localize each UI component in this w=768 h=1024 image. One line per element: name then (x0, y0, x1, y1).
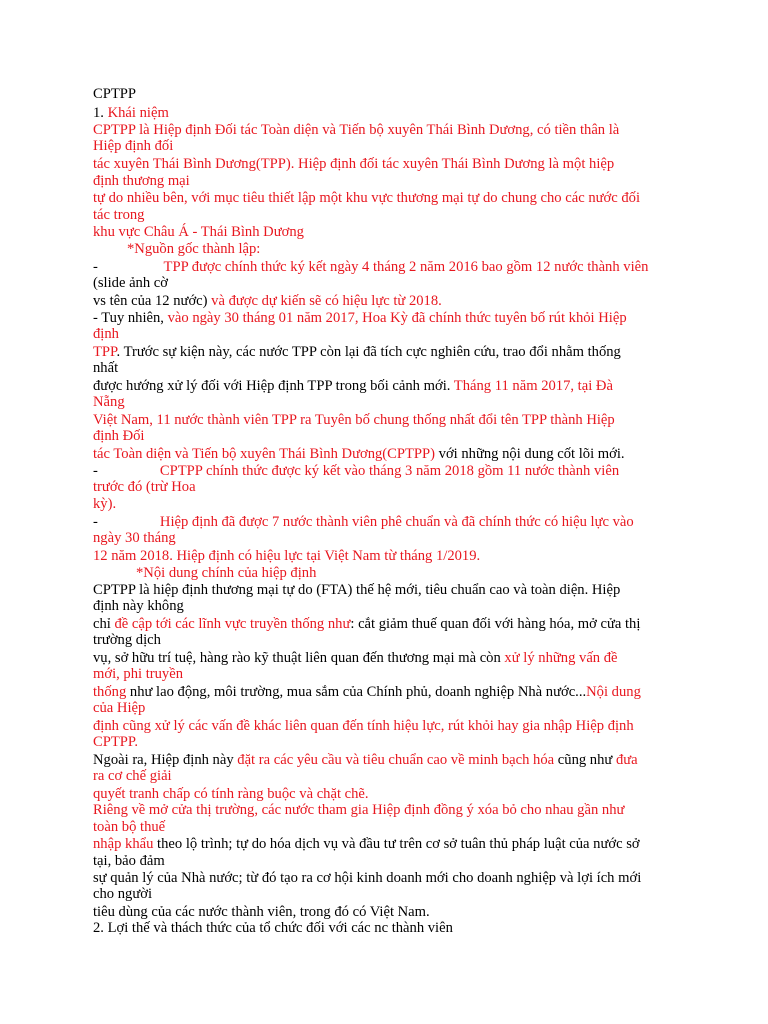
text-line (93, 582, 620, 599)
text-line (93, 86, 136, 103)
highlighted-text: CPTPP chính thức được ký kết vào tháng 3 năm 2018 gồm 11 nước thành viên (97, 463, 620, 479)
highlighted-text: ngày 30 tháng (93, 530, 176, 546)
body-text: được hướng xử lý đối với Hiệp định TPP trong bối cảnh mới. (93, 378, 454, 394)
text-line (93, 920, 453, 937)
text-line (93, 598, 184, 615)
text-line (93, 310, 627, 327)
text-line (93, 428, 144, 445)
body-text: vụ, sở hữu trí tuệ, hàng rào kỹ thuật liên quan đến thương mại mà còn (93, 650, 505, 666)
text-line (127, 241, 260, 258)
highlighted-text: định cũng xử lý các vấn đề khác liên quan đến tính hiệu lực, rút khỏi hay gia nhập Hiệp định (93, 718, 634, 734)
text-line (93, 752, 638, 769)
text-line (93, 190, 640, 207)
highlighted-text: TPP được chính thức ký kết ngày 4 tháng 2 năm 2016 bao gồm 12 nước thành viên (97, 259, 649, 275)
body-text: tại, bảo đảm (93, 853, 165, 869)
highlighted-text: Nội dung (586, 684, 641, 700)
text-line (93, 105, 169, 122)
highlighted-text: Hiệp định đối (93, 138, 174, 154)
body-text: . Trước sự kiện này, các nước TPP còn lại đã tích cực nghiên cứu, trao đổi nhằm thống (116, 344, 621, 360)
body-text: Ngoài ra, Hiệp định này (93, 752, 238, 768)
body-text: - (93, 514, 98, 530)
text-line (93, 548, 480, 565)
body-text: nhất (93, 360, 119, 376)
text-line (93, 684, 641, 701)
text-line (93, 700, 145, 717)
body-text: cho người (93, 886, 152, 902)
body-text: trường dịch (93, 632, 161, 648)
text-line (93, 632, 161, 649)
body-text: - (93, 259, 98, 275)
highlighted-text: Nẵng (93, 394, 125, 410)
highlighted-text: 12 năm 2018. Hiệp định có hiệu lực tại Việt Nam từ tháng 1/2019. (93, 548, 481, 564)
text-line (93, 853, 165, 870)
text-line (93, 122, 619, 139)
highlighted-text: kỳ). (93, 496, 117, 512)
text-line (93, 496, 116, 513)
highlighted-text: tác xuyên Thái Bình Dương(TPP). Hiệp định đối tác xuyên Thái Bình Dương là một hiệp (93, 156, 615, 172)
highlighted-text: CPTPP. (93, 734, 139, 750)
text-line (93, 904, 430, 921)
text-line (93, 344, 621, 361)
body-text: theo lộ trình; tự do hóa dịch vụ và đầu tư trên cơ sở tuân thủ pháp luật của nước sở (153, 836, 640, 852)
text-line (93, 734, 138, 751)
body-text: sự quản lý của Nhà nước; từ đó tạo ra cơ hội kinh doanh mới cho doanh nghiệp và lợi ích mới (93, 870, 642, 886)
text-line (93, 616, 640, 633)
text-line (93, 173, 190, 190)
text-line (93, 293, 442, 310)
highlighted-text: đặt ra các yêu cầu và tiêu chuẩn cao về minh bạch hóa (237, 752, 555, 768)
body-text: cũng như (554, 752, 616, 768)
text-line (93, 650, 618, 667)
highlighted-text: Khái niệm (107, 105, 169, 121)
body-text: (slide ảnh cờ (93, 275, 168, 291)
highlighted-text: đề cập tới các lĩnh vực truyền thống như (114, 616, 351, 632)
text-line (93, 207, 144, 224)
body-text: tiêu dùng của các nước thành viên, trong đó có Việt Nam. (93, 904, 430, 920)
highlighted-text: mới, phi truyền (93, 666, 183, 682)
text-line (93, 886, 152, 903)
text-line (93, 259, 648, 276)
highlighted-text: trước đó (trừ Hoa (93, 479, 196, 495)
highlighted-text: nhập khẩu (93, 836, 154, 852)
highlighted-text: ra cơ chế giải (93, 768, 172, 784)
text-line (93, 412, 615, 429)
text-line (93, 138, 173, 155)
highlighted-text: vào ngày 30 tháng 01 năm 2017, Hoa Kỳ đã chính thức tuyên bố rút khỏi Hiệp (167, 310, 627, 326)
body-text: 2. Lợi thế và thách thức của tổ chức đối với các nc thành viên (93, 920, 453, 936)
text-line (136, 565, 316, 582)
highlighted-text: Tháng 11 năm 2017, tại Đà (453, 378, 613, 394)
body-text: như lao động, môi trường, mua sắm của Chính phủ, doanh nghiệp Nhà nước... (126, 684, 587, 700)
highlighted-text: Việt Nam, 11 nước thành viên TPP ra Tuyên bố chung thống nhất đổi tên TPP thành Hiệp (93, 412, 615, 428)
body-text: với những nội dung cốt lõi mới. (435, 446, 625, 462)
highlighted-text: *Nguồn gốc thành lập: (127, 241, 261, 257)
text-line (93, 666, 183, 683)
highlighted-text: Hiệp định đã được 7 nước thành viên phê chuẩn và đã chính thức có hiệu lực vào (97, 514, 634, 530)
highlighted-text: định Đối (93, 428, 145, 444)
highlighted-text: tự do nhiều bên, với mục tiêu thiết lập một khu vực thương mại tự do chung cho các nước đối (93, 190, 641, 206)
text-line (93, 360, 118, 377)
highlighted-text: và được dự kiến sẽ có hiệu lực từ 2018. (211, 293, 442, 309)
highlighted-text: CPTPP là Hiệp định Đối tác Toàn diện và Tiến bộ xuyên Thái Bình Dương, có tiền thân là (93, 122, 620, 138)
text-line (93, 224, 304, 241)
text-line (93, 836, 640, 853)
text-line (93, 514, 634, 531)
highlighted-text: xử lý những vấn đề (504, 650, 618, 666)
highlighted-text: tác trong (93, 207, 145, 223)
text-line (93, 326, 119, 343)
body-text: định này không (93, 598, 184, 614)
highlighted-text: khu vực Châu Á - Thái Bình Dương (93, 224, 304, 240)
body-text: CPTPP (93, 86, 136, 102)
highlighted-text: định (93, 326, 119, 342)
text-line (93, 530, 176, 547)
text-line (93, 394, 125, 411)
text-line (93, 156, 614, 173)
text-line (93, 275, 168, 292)
body-text: vs tên của 12 nước) (93, 293, 212, 309)
text-line (93, 802, 624, 819)
highlighted-text: thống (93, 684, 127, 700)
highlighted-text: tác Toàn diện và Tiến bộ xuyên Thái Bình Dương(CPTPP) (93, 446, 436, 462)
text-line (93, 479, 196, 496)
text-line (93, 819, 165, 836)
highlighted-text: *Nội dung chính của hiệp định (136, 565, 317, 581)
text-line (93, 870, 641, 887)
text-line (93, 463, 619, 480)
body-text: 1. (93, 105, 108, 121)
text-line (93, 718, 634, 735)
body-text: - (93, 463, 98, 479)
highlighted-text: Riêng về mở cửa thị trường, các nước tham gia Hiệp định đồng ý xóa bỏ cho nhau gần như (93, 802, 625, 818)
text-line (93, 786, 369, 803)
body-text: - Tuy nhiên, (93, 310, 168, 326)
highlighted-text: của Hiệp (93, 700, 146, 716)
highlighted-text: định thương mại (93, 173, 190, 189)
highlighted-text: đưa (615, 752, 638, 768)
body-text: CPTPP là hiệp định thương mại tự do (FTA) thế hệ mới, tiêu chuẩn cao và toàn diện. Hiệp (93, 582, 621, 598)
highlighted-text: quyết tranh chấp có tính ràng buộc và chặt chẽ. (93, 786, 369, 802)
text-line (93, 378, 613, 395)
body-text: : cắt giảm thuế quan đối với hàng hóa, mở cửa thị (350, 616, 641, 632)
highlighted-text: TPP (93, 344, 117, 360)
text-line (93, 768, 172, 785)
body-text: chỉ (93, 616, 115, 632)
text-line (93, 446, 625, 463)
highlighted-text: toàn bộ thuế (93, 819, 166, 835)
